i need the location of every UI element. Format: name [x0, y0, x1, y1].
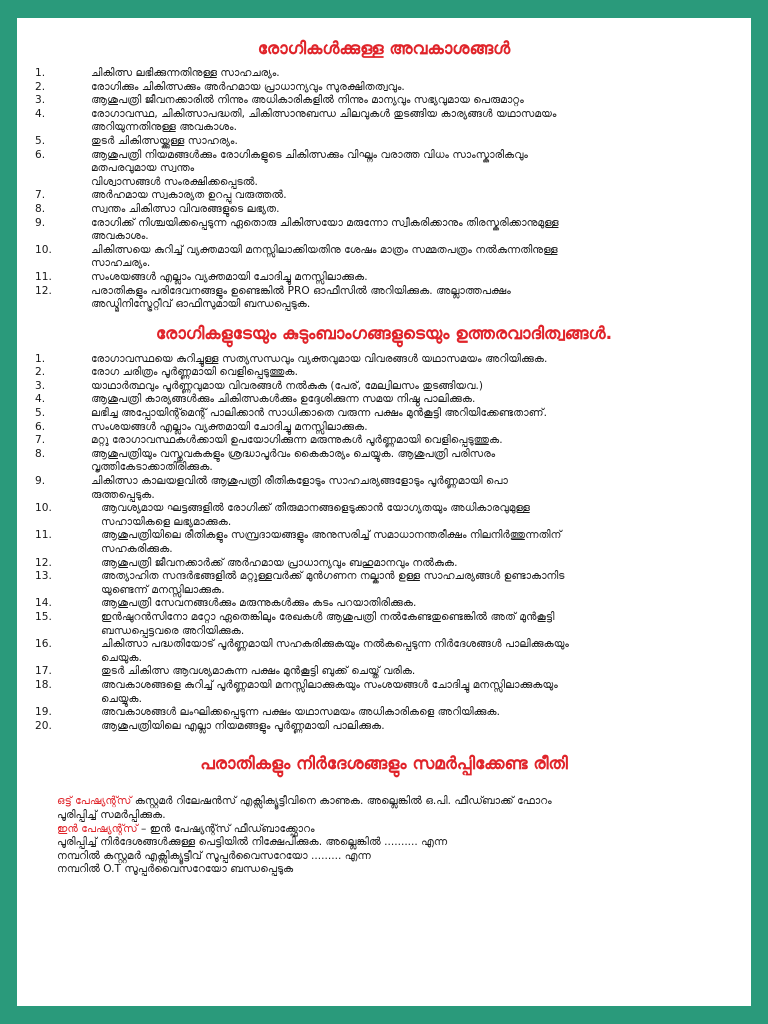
outpatient-label: ഒട്ട് പേഷ്യന്റ്സ്	[57, 795, 132, 808]
item-number: 8.	[35, 202, 46, 215]
list-item	[35, 244, 751, 271]
item-number: 11.	[35, 270, 52, 283]
item-number: 5.	[35, 134, 46, 147]
list-item	[35, 611, 751, 638]
list-item	[35, 720, 751, 734]
item-text: അർഹമായ സ്വകാര്യത ഉറപ്പു വരുത്തൽ.	[91, 189, 287, 202]
list-item	[35, 665, 751, 679]
item-text: ഇൻഷുറൻസിനോ മറ്റോ ഏതെങ്കിലും രേഖകൾ ആശുപത്രി നൽകേണ്ടതുണ്ടെങ്കിൽ അത് മുൻകൂട്ടി ബന്ധപ്പെട്ടവരെ അറിയിക്കുക.	[101, 610, 555, 637]
item-number: 10.	[35, 243, 52, 256]
list-item	[35, 434, 751, 448]
item-text: ആശുപത്രി ജീവനക്കാർക്ക് അർഹമായ പ്രാധാന്യവും ബഹുമാനവും നൽകുക.	[101, 556, 458, 569]
list-item	[35, 81, 751, 95]
list-item	[35, 203, 751, 217]
list-item	[35, 271, 751, 285]
item-text: ചികിത്സാ കാലയളവിൽ ആശുപത്രി രീതികളോടും സാഹചര്യങ്ങളോടും പൂർണ്ണമായി പൊ രുത്തപ്പെടുക.	[91, 475, 508, 501]
item-text: തുടർ ചികിത്സയ്ക്കുള്ള സാഹര്യം.	[91, 134, 238, 147]
item-text: ആശുപത്രി സേവനങ്ങൾക്കും മരുന്നുകൾക്കും കടം പറയാതിരിക്കുക.	[101, 597, 417, 610]
list-item	[35, 421, 751, 435]
inpatient-label: ഇൻ പേഷ്യന്റ്സ്	[57, 822, 138, 835]
list-item	[35, 475, 751, 502]
item-text: സംശയങ്ങൾ എല്ലാം വ്യക്തമായി ചോദിച്ചു മനസ്സിലാക്കുക.	[91, 420, 368, 433]
item-text: ആവശ്യമായ ഘട്ടങ്ങളിൽ രോഗിക്ക് തീരുമാനങ്ങളെടുക്കാൻ യോഗ്യതയും അധികാരവുമുള്ള സഹായികളെ ലഭ്യമാക്കുക.	[101, 502, 531, 528]
rights-title: രോഗികൾക്കുള്ള അവകാശങ്ങൾ	[257, 39, 511, 59]
item-number: 4.	[35, 393, 46, 406]
item-text: ചികിത്സ ലഭിക്കുന്നതിനുള്ള സാഹചര്യം.	[91, 67, 280, 79]
item-text: ആശുപത്രി കാര്യങ്ങൾക്കും ചികിത്സകൾക്കും ഉദ്ദേശിക്കുന്ന സമയ നിഷ്ഠ പാലിക്കുക.	[91, 393, 476, 406]
item-text: മറ്റു രോഗാവസ്ഥകൾക്കായി ഉപയോഗിക്കുന്ന മരുന്നുകൾ പൂർണ്ണമായി വെളിപ്പെടുത്തുക.	[91, 434, 503, 447]
list-item	[35, 108, 751, 135]
item-number: 2.	[35, 366, 46, 379]
complaints-title: പരാതികളും നിർദേശങ്ങളും സമർപ്പിക്കേണ്ട രീതി	[200, 754, 568, 775]
item-text: ചികിത്സയെ കുറിച്ച് വ്യക്തമായി മനസ്സിലാക്കിയതിനു ശേഷം മാത്രം സമ്മതപത്രം നൽകുന്നതിനുള്ള സാഹചര്യം.	[91, 243, 558, 270]
list-item	[35, 597, 751, 611]
list-item	[35, 407, 751, 421]
item-text: രോഗിക്ക് നിശ്ചയിക്കപ്പെടുന്ന ഏതൊരു ചികിത്സയോ മരുന്നോ സ്വീകരിക്കാനും തിരസ്കരിക്കാനുമുള്ള അവകാശം.	[91, 216, 559, 243]
item-number: 12.	[35, 284, 52, 297]
item-number: 8.	[35, 447, 46, 460]
item-number: 6.	[35, 420, 46, 433]
item-text: അത്യാഹിത സന്ദർഭങ്ങളിൽ മറ്റുള്ളവർക്ക് മുൻഗണന നല്കാൻ ഉള്ള സാഹചര്യങ്ങൾ ഉണ്ടാകാനിട യുണ്ടെന്ന് മനസ്സിലാക്കുക.	[101, 570, 565, 596]
item-text: ചികിത്സാ പദ്ധതിയോട് പൂർണ്ണമായി സഹകരിക്കുകയും നൽകപ്പെടുന്ന നിർദേശങ്ങൾ പാലിക്കുകയും ചെയുക.	[101, 638, 569, 664]
item-text: ആശുപത്രി നിയമങ്ങൾക്കും രോഗികളുടെ ചികിത്സക്കും വിഘ്നം വരാത്ത വിധം സാംസ്കാരികവും മതപരവുമായ സ്വന്തം വിശ്വാസങ്ങൾ സംരക്ഷിക്കപ്പെടൽ.	[91, 148, 528, 188]
responsibilities-list	[35, 353, 751, 734]
list-item	[35, 189, 751, 203]
item-number: 4.	[35, 107, 46, 120]
list-item	[35, 67, 751, 81]
outpatient-text: കസ്റ്റമർ റിലേഷൻസ് എക്സിക്യൂട്ടീവിനെ കാണുക. അല്ലെങ്കിൽ ഒ.പി. ഫീഡ്ബാക്ക് ഫോറം പൂരിപ്പിച്ച് സമർപ്പിക്കുക.	[57, 795, 552, 821]
item-number: 1.	[35, 67, 46, 79]
list-item	[35, 706, 751, 720]
item-text: ആശുപത്രി ജീവനക്കാരിൽ നിന്നും അധികാരികളിൽ നിന്നും മാന്യവും സഭ്യവുമായ പെരുമാറ്റം	[91, 94, 524, 107]
item-number: 14.	[35, 597, 52, 610]
item-number: 2.	[35, 80, 46, 93]
item-number: 5.	[35, 407, 46, 420]
list-item	[35, 366, 751, 380]
item-text: യാഥാർത്ഥവും പൂർണ്ണവുമായ വിവരങ്ങൾ നൽകുക (പേര്, മേല്വിലസം തുടങ്ങിയവ.)	[91, 379, 484, 392]
inpatient-text: – ഇൻ പേഷ്യന്റ്സ് ഫീഡ്ബാക്ക്ഫോറം പൂരിപ്പിച്ച് നിർദേശങ്ങൾക്കുള്ള പെട്ടിയിൽ നിക്ഷേപിക്കുക. അല്ലെങ്കിൽ .......... എന്ന നമ്പറിൽ കസ്റ്റമർ എക്സിക്യൂട്ടീവ് സൂപ്പർവൈസറേയോ ......... എന്ന നമ്പറിൽ O.T സൂപ്പർവൈസറേയോ ബന്ധപ്പെടുക	[57, 822, 448, 876]
item-number: 3.	[35, 94, 46, 107]
item-text: രോഗിക്കും ചികിത്സക്കും അർഹമായ പ്രാധാന്യവും സുരക്ഷിതത്വവും.	[91, 80, 405, 93]
item-number: 12.	[35, 556, 52, 569]
item-text: സ്വന്തം ചികിത്സാ വിവരങ്ങളുടെ ലഭ്യത.	[91, 202, 280, 215]
item-text: അവകാശങ്ങളെ കുറിച്ച് പൂർണ്ണമായി മനസ്സിലാക്കുകയും സംശയങ്ങൾ ചോദിച്ചു മനസ്സിലാക്കുകയും ചെയ്യുക.	[101, 678, 558, 705]
item-text: ലഭിച്ച അപ്പോയിന്റ്മെന്റ് പാലിക്കാൻ സാധിക്കാതെ വരുന്ന പക്ഷം മുൻകൂട്ടി അറിയിക്കേണ്ടതാണ്.	[91, 407, 547, 420]
list-item	[35, 149, 751, 190]
list-item	[35, 570, 751, 597]
list-item	[35, 557, 751, 571]
item-number: 7.	[35, 189, 46, 202]
list-item	[35, 94, 751, 108]
complaints-block	[17, 795, 751, 877]
list-item	[35, 217, 751, 244]
item-number: 1.	[35, 352, 46, 365]
item-number: 9.	[35, 475, 46, 488]
item-text: ആശുപത്രിയും വസ്തുവകകളും ശ്രദ്ധാപൂർവം കൈകാര്യം ചെയ്യുക. ആശുപത്രി പരിസരം വൃത്തികേടാക്കാതിരിക്കുക.	[91, 447, 496, 474]
item-number: 9.	[35, 216, 46, 229]
item-number: 6.	[35, 148, 46, 161]
list-item	[35, 353, 751, 367]
item-text: രോഗാവസ്ഥയെ കുറിച്ചുള്ള സത്യസന്ധവും വ്യക്തവുമായ വിവരങ്ങൾ യഥാസമയം അറിയിക്കുക.	[91, 352, 548, 365]
item-text: ആശുപത്രിയിലെ രീതികളും സമ്പ്രദായങ്ങളും അനുസരിച്ച് സമാധാനന്തരീക്ഷം നിലനിർത്തുന്നതിന് സഹകരിക്കുക.	[101, 529, 562, 555]
list-item	[35, 285, 751, 312]
item-number: 16.	[35, 638, 52, 651]
rights-list	[35, 67, 751, 312]
item-number: 7.	[35, 434, 46, 447]
list-item	[35, 529, 751, 556]
item-number: 20.	[35, 719, 52, 732]
list-item	[35, 393, 751, 407]
list-item	[35, 679, 751, 706]
item-number: 11.	[35, 529, 52, 542]
list-item	[35, 448, 751, 475]
inpatient-paragraph	[57, 823, 751, 877]
item-text: സംശയങ്ങൾ എല്ലാം വ്യക്തമായി ചോദിച്ചു മനസ്സിലാക്കുക.	[91, 270, 368, 283]
item-number: 3.	[35, 379, 46, 392]
item-text: രോഗ ചരിത്രം പൂർണ്ണമായി വെളിപ്പെടുത്തുക.	[91, 366, 298, 379]
list-item	[35, 135, 751, 149]
item-number: 15.	[35, 610, 52, 623]
item-number: 13.	[35, 570, 52, 583]
item-text: പരാതികളും പരിദേവനങ്ങളും ഉണ്ടെങ്കിൽ PRO ഓഫീസിൽ അറിയിക്കുക. അല്ലാത്തപക്ഷം അഡ്മിനിസ്ട്രേറ്റീവ് ഓഫിസുമായി ബന്ധപ്പെടുക.	[91, 284, 511, 311]
notice-page	[17, 18, 751, 1006]
item-text: തുടർ ചികിത്സ ആവശ്യമാകുന്ന പക്ഷം മുൻകൂട്ടി ബുക്ക് ചെയ്ത് വരിക.	[101, 665, 416, 678]
item-number: 10.	[35, 502, 52, 515]
item-number: 17.	[35, 665, 52, 678]
item-number: 19.	[35, 706, 52, 719]
item-text: അവകാശങ്ങൾ ലംഘിക്കപ്പെടുന്ന പക്ഷം യഥാസമയം അധികാരികളെ അറിയിക്കുക.	[101, 706, 501, 719]
list-item	[35, 638, 751, 665]
item-text: ആശുപത്രിയിലെ എല്ലാ നിയമങ്ങളും പൂർണ്ണമായി പാലിക്കുക.	[101, 719, 385, 732]
list-item	[35, 380, 751, 394]
item-number: 18.	[35, 678, 52, 691]
outpatient-paragraph	[57, 795, 751, 822]
responsibilities-title: രോഗികളുടേയും കുടുംബാംഗങ്ങളുടെയും ഉത്തരവാദിത്വങ്ങൾ.	[155, 323, 613, 344]
list-item	[35, 502, 751, 529]
item-text: രോഗാവസ്ഥ, ചികിത്സാപദ്ധതി, ചികിത്സാനുബന്ധ ചിലവുകൾ തുടങ്ങിയ കാര്യങ്ങൾ യഥാസമയം അറിയുന്നതിനുള്ള അവകാശം.	[91, 107, 557, 134]
